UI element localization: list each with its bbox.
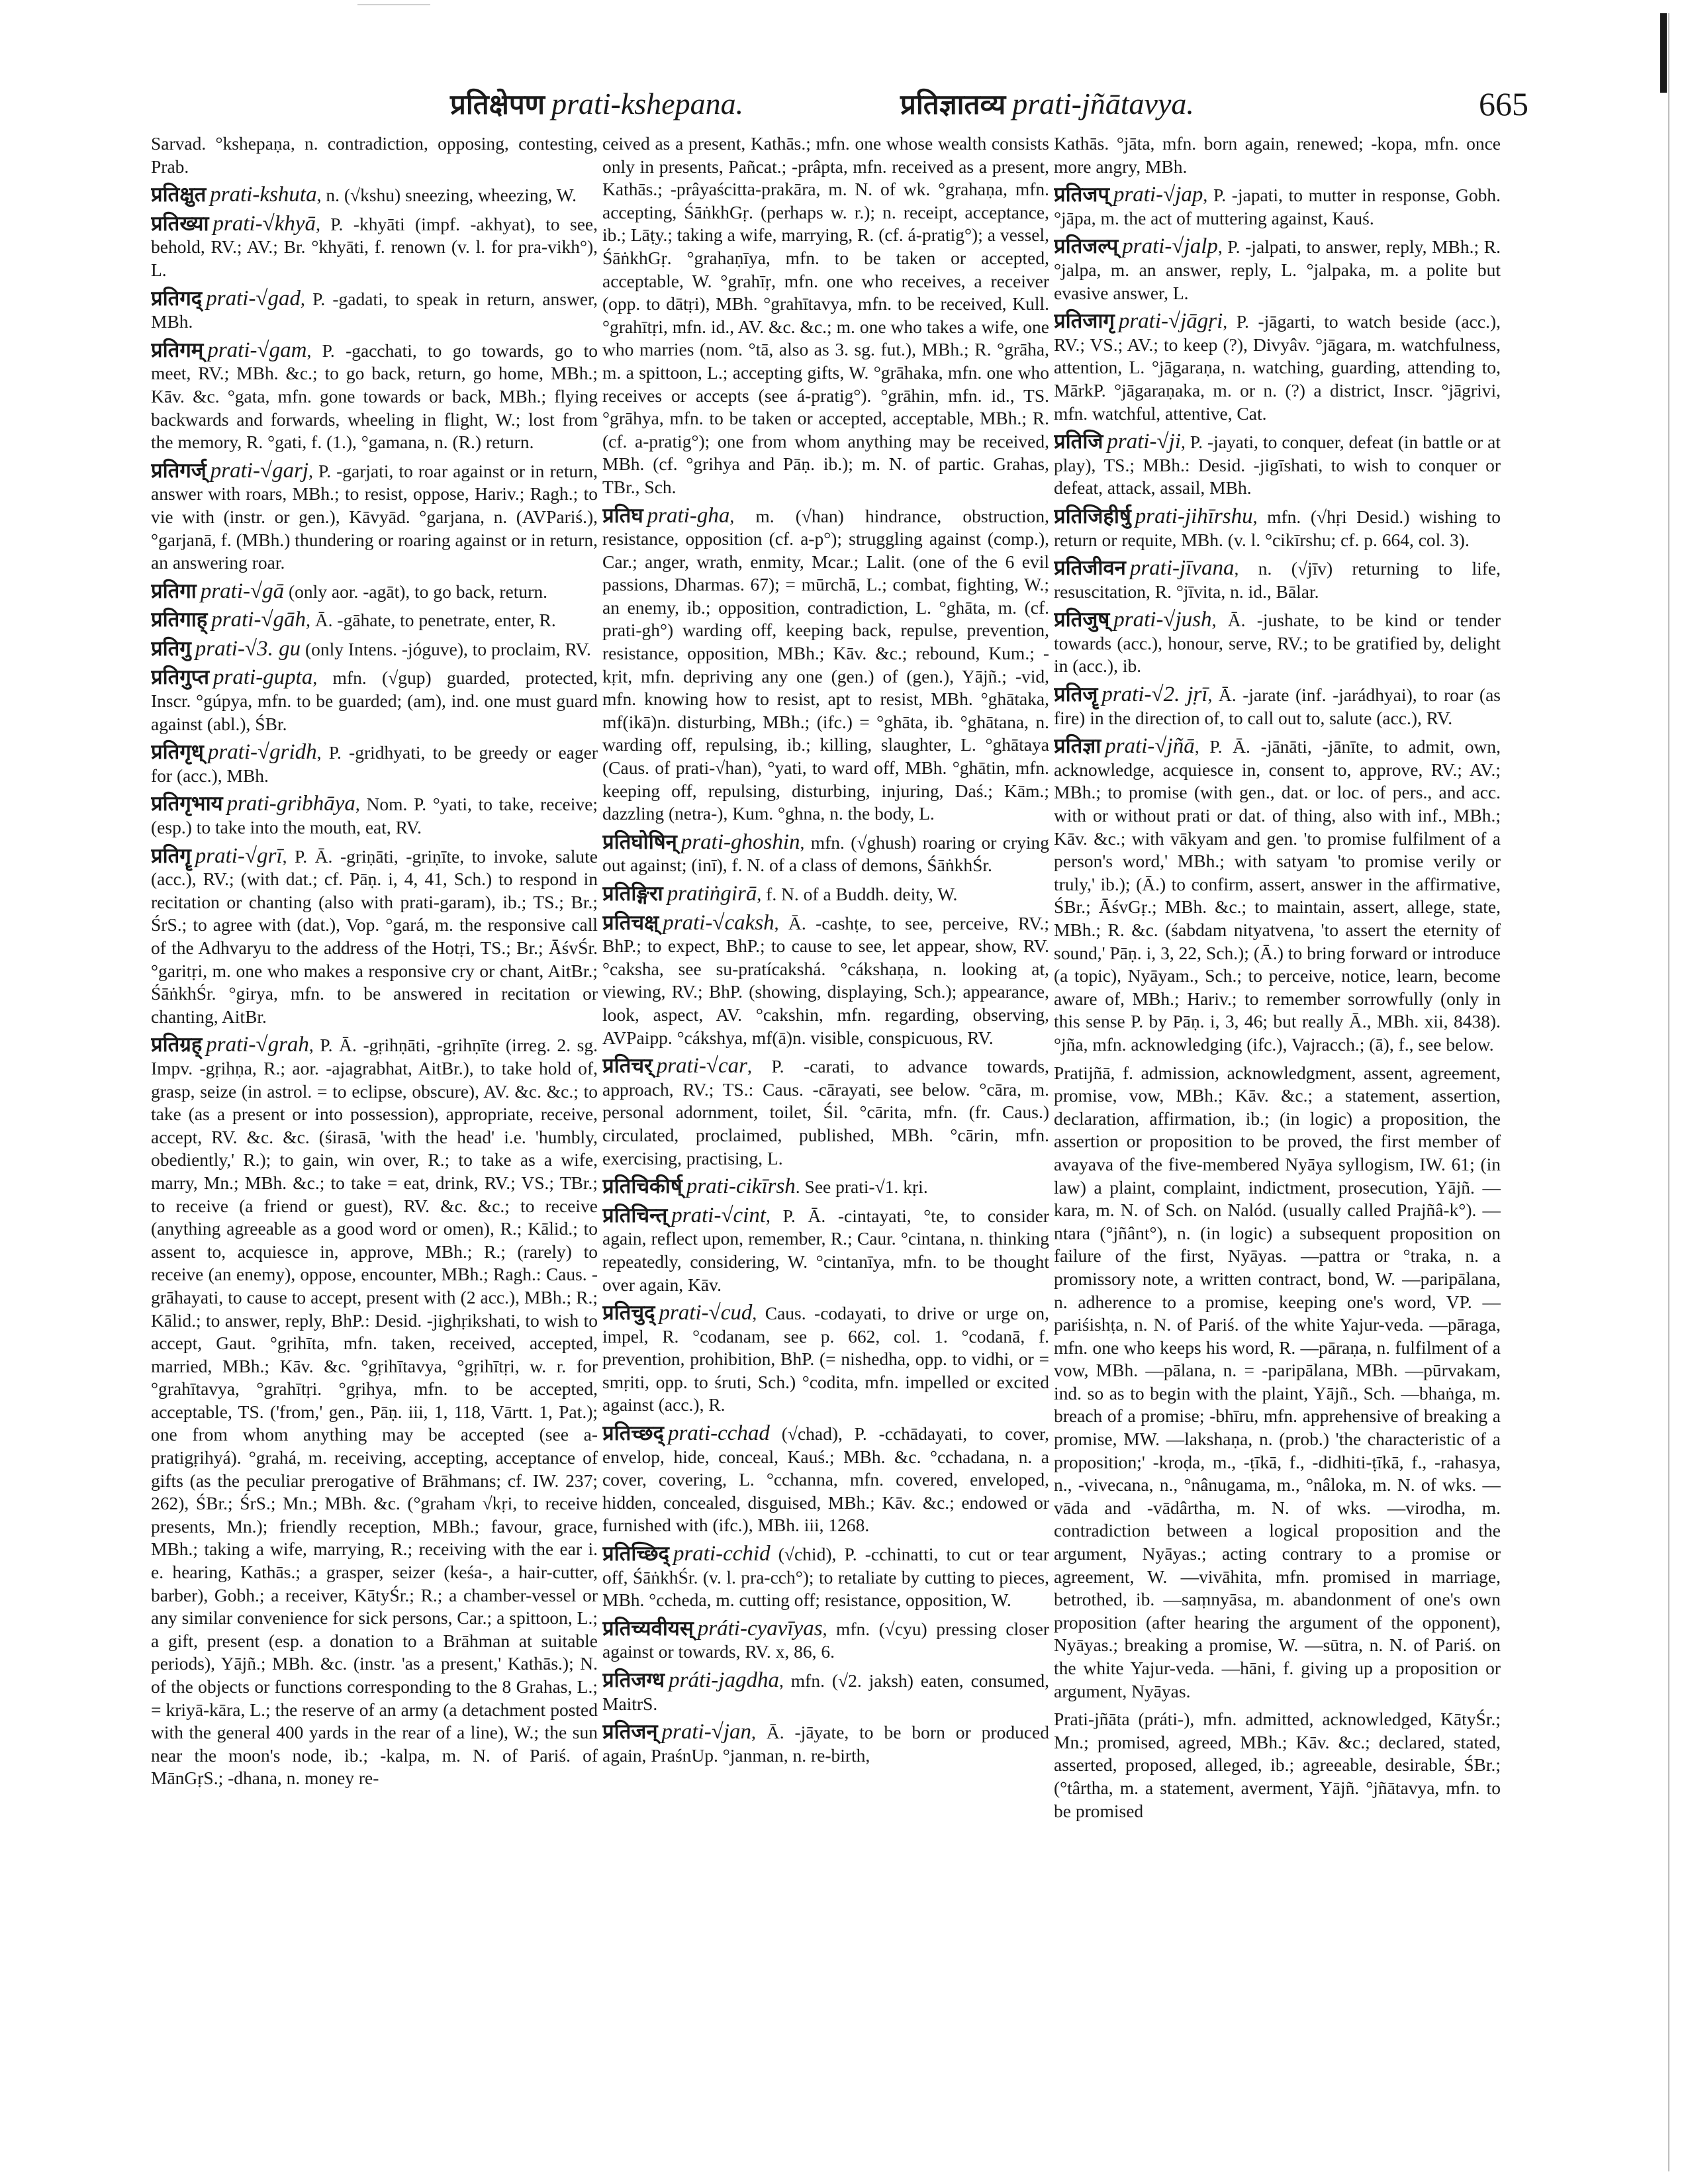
headword-transliteration: prati-gha <box>647 503 730 528</box>
entry-definition: , Ā. -jāyate, to be born or produced again, PraśnUp. °janman, n. re-birth, <box>602 1722 1049 1766</box>
header-right-translit: prati-jñātavya. <box>1012 87 1194 120</box>
dictionary-entry <box>1054 735 1501 1056</box>
entry-headword <box>151 608 306 632</box>
dictionary-entry <box>1054 505 1501 551</box>
headword-devanagari: प्रतिगर्ज् <box>151 458 207 483</box>
header-right-devanagari: प्रतिज्ञातव्य <box>900 88 1006 120</box>
entry-definition: , Ā. -cashṭe, to see, perceive, RV.; BhP.; to expect, BhP.; to cause to see, let appear, show, RV. °caksha, see su-pratícakshá. °cákshaṇa, n. looking at, viewing, RV.; BhP. (showing, displaying, Sch.); appearance, look, aspect, AV. °cakshin, mfn. regarding, observing, AVPaipp. °cákshya, mf(ā)n. visible, conspicuous, RV. <box>602 912 1049 1048</box>
entry-headword <box>151 844 283 868</box>
entry-headword <box>602 830 800 854</box>
dictionary-entry <box>151 132 598 178</box>
headword-transliteration: prati-√jāgṛi <box>1118 309 1223 334</box>
headword-transliteration: pratiṅgirā <box>667 882 757 906</box>
entry-definition: (only aor. -agāt), to go back, return. <box>284 581 547 602</box>
dictionary-entry <box>1054 235 1501 305</box>
entry-headword <box>151 740 317 764</box>
entry-headword <box>151 183 317 207</box>
entry-definition: , P. -carati, to advance towards, approach, RV.; TS.: Caus. -cārayati, see below. °cāra, m. personal adornment, toilet, Śil. °cārita, mfn. (fr. Caus.) circulated, proclaimed, published, MBh. °cārin, mfn. exercising, practising, L. <box>602 1056 1049 1168</box>
headword-devanagari: प्रतिगृभाय <box>151 792 223 816</box>
headword-transliteration: prati-cchid <box>673 1542 771 1566</box>
entry-definition: Sarvad. °kshepaṇa, n. contradiction, opposing, contesting, Prab. <box>151 133 598 177</box>
entry-headword <box>602 1301 752 1325</box>
entry-definition: , n. (√jīv) returning to life, resuscitation, R. °jīvita, n. id., Bālar. <box>1054 558 1501 602</box>
dictionary-entry <box>1054 557 1501 603</box>
dictionary-entry <box>1054 132 1501 178</box>
dictionary-entry <box>602 831 1049 877</box>
headword-devanagari: प्रतिचक्ष् <box>602 910 659 935</box>
entry-headword <box>602 1617 823 1640</box>
dictionary-entry <box>151 741 598 787</box>
headword-transliteration: prati-√grah <box>206 1033 309 1057</box>
headword-transliteration: prati-√jñā <box>1105 734 1195 759</box>
headword-transliteration: prati-√khyā <box>212 211 316 236</box>
entry-definition: , P. Ā. -griṇāti, -griṇīte, to invoke, salute (acc.), RV.; (with dat.; cf. Pāṇ. i, 4, 41, Sch.) to respond in recitation or chanting (also with prati-garam), ib.; TS.; Br.; ŚrS.; to agree with (dat.), Vop. °gará, m. the responsive call of the Adhvaryu to the address of the Hotṛi, TS.; Br.; ĀśvŚr. °garitṛi, m. one who makes a responsive cry or chant, AitBr.; ŚāṅkhŚr. °girya, mfn. to be answered in recitation or chanting, AitBr. <box>151 845 598 1027</box>
entry-definition: , P. -jalpati, to answer, reply, MBh.; R. °jalpa, m. an answer, reply, L. °jalpaka, m. a polite but evasive answer, L. <box>1054 236 1501 303</box>
headword-transliteration: prati-√car <box>656 1054 747 1078</box>
dictionary-entry <box>602 1055 1049 1170</box>
entry-definition: , P. Ā. -jānāti, -jānīte, to admit, own, acknowledge, acquiesce in, consent to, approve, RV.; AV.; MBh.; to promise (with gen., dat. or loc. of pers., and acc. with or without prati or dat. of thing, also with inf., MBh.; Kāv. &c.; with vākyam and gen. 'to promise fulfilment of a person's word,' MBh.; with satyam 'to promise verily or truly,' ib.); (Ā.) to confirm, assert, answer in the affirmative, ŚBr.; ĀśvGṛ.; MBh. &c.; to maintain, assert, allege, state, MBh.; R. &c. (śabdam nityatvena, 'to assert the eternity of sound,' Pāṇ. i, 3, 22, Sch.); (Ā.) to bring forward or introduce (a topic), Nyāyam., Sch.; to perceive, notice, learn, become aware of, MBh.; Hariv.; to remember sorrowfully (only in this sense P. by Pāṇ. i, 3, 46; but really Ā., MBh. xii, 8438). °jña, mfn. acknowledging (ifc.), Vajracch.; (ā), f., see below. <box>1054 736 1501 1055</box>
entry-headword <box>1054 608 1212 632</box>
headword-transliteration: prati-√jap <box>1113 183 1203 207</box>
entry-headword <box>151 287 301 310</box>
entry-headword <box>602 504 729 528</box>
dictionary-entry <box>151 287 598 334</box>
dictionary-entry <box>151 792 598 839</box>
dictionary-entry <box>1054 1062 1501 1703</box>
headword-transliteration: prati-gribhāya <box>226 792 355 816</box>
header-left-translit: prati-kshepana. <box>551 87 744 120</box>
dictionary-entry <box>602 1669 1049 1715</box>
headword-devanagari: प्रतिजग्ध <box>602 1668 665 1692</box>
entry-definition: Kathās. °jāta, mfn. born again, renewed; -kopa, mfn. once more angry, MBh. <box>1054 133 1501 177</box>
page-edge-mark <box>1660 13 1667 93</box>
entry-headword <box>602 1204 766 1227</box>
entry-headword <box>151 792 355 816</box>
headword-devanagari: प्रतिग्रह् <box>151 1033 203 1057</box>
entry-definition: , mfn. (√cyu) pressing closer against or towards, RV. x, 86, 6. <box>602 1618 1049 1662</box>
entry-definition: . See prati-√1. kṛi. <box>795 1176 928 1198</box>
dictionary-entry <box>602 1543 1049 1612</box>
headword-devanagari: प्रतिगॄ <box>151 843 191 868</box>
headword-devanagari: प्रतिघोषिन् <box>602 830 677 854</box>
headword-transliteration: prati-jīvana <box>1129 556 1235 581</box>
dictionary-entry <box>151 459 598 575</box>
headword-transliteration: prati-jihīrshu <box>1135 504 1253 528</box>
entry-definition: , P. -jāgarti, to watch beside (acc.), RV.; VS.; AV.; to keep (?), Divyâv. °jāgara, m. watchfulness, attention, L. °jāgaraṇa, n. watching, guarding, attending to, MārkP. °jāgaraṇaka, m. or n. (?) a district, Inscr. °jāgrivi, mfn. watchful, attentive, Cat. <box>1054 311 1501 424</box>
dictionary-entry <box>1054 430 1501 500</box>
headword-transliteration: prati-√gam <box>207 338 307 362</box>
dictionary-entry <box>1054 1708 1501 1823</box>
top-scan-mark <box>357 4 430 5</box>
dictionary-entry <box>602 1721 1049 1767</box>
entry-definition: (√chad), P. -cchādayati, to cover, envelop, hide, conceal, Kauś.; MBh. &c. °cchadana, n. a cover, covering, L. °cchanna, mfn. covered, enveloped, hidden, concealed, disguised, MBh.; Kāv. &c.; endowed or furnished with (ifc.), MBh. iii, 1268. <box>602 1423 1049 1536</box>
headword-transliteration: prati-√2. jṛī <box>1101 683 1208 707</box>
headword-transliteration: prati-gupta <box>213 665 313 690</box>
headword-devanagari: प्रतिगम् <box>151 338 204 362</box>
page-edge-line <box>1668 13 1669 2171</box>
entry-headword <box>151 579 284 603</box>
entry-definition: (√chid), P. -cchinatti, to cut or tear off, ŚāṅkhŚr. (v. l. pra-cch°); to retaliate by cutting to pieces, MBh. °ccheda, m. cutting off; resistance, opposition, W. <box>602 1544 1049 1611</box>
entry-definition: , Caus. -codayati, to drive or urge on, impel, R. °codanam, see p. 662, col. 1. °codanā, f. prevention, prohibition, BhP. (= nishedha, opp. to vidhi, or = smṛiti, opp. to śruti, Sch.) °codita, mfn. impelled or excited against (acc.), R. <box>602 1303 1049 1415</box>
column-2 <box>602 132 1049 2158</box>
headword-devanagari: प्रतिचिकीर्ष् <box>602 1174 682 1199</box>
entry-headword <box>602 1668 779 1692</box>
headword-devanagari: प्रतिजीवन <box>1054 556 1126 581</box>
entry-definition: , P. -jayati, to conquer, defeat (in battle or at play), TS.; MBh.: Desid. -jigīshati, to wish to conquer or defeat, attack, assail, MBh. <box>1054 432 1501 499</box>
entry-headword <box>1054 430 1181 453</box>
entry-definition: , P. -garjati, to roar against or in return, answer with roars, MBh.; to resist, oppose, Hariv.; Ragh.; to vie with (instr. or gen.), Kāvyād. °garjana, n. (AVPariś.), °garjanā, f. (MBh.) thundering or roaring against or in return, an answering roar. <box>151 460 598 573</box>
entry-definition: , mfn. (√2. jaksh) eaten, consumed, MaitrS. <box>602 1670 1049 1714</box>
dictionary-entry <box>602 1204 1049 1296</box>
headword-devanagari: प्रतिजन् <box>602 1720 658 1744</box>
headword-transliteration: prati-√gā <box>200 579 285 603</box>
headword-transliteration: prati-√caksh <box>663 910 774 935</box>
headword-devanagari: प्रतिच्छद् <box>602 1421 664 1446</box>
entry-headword <box>602 1720 751 1744</box>
headword-devanagari: प्रतिजागृ <box>1054 309 1115 334</box>
entry-headword <box>1054 309 1223 333</box>
headword-devanagari: प्रतिजि <box>1054 430 1103 454</box>
entry-definition: , mfn. (√gup) guarded, protected, Inscr. °gúpya, mfn. to be guarded; (am), ind. one must guard against (abl.), ŚBr. <box>151 667 598 734</box>
entry-headword <box>1054 683 1207 706</box>
headword-devanagari: प्रतिगाह् <box>151 608 208 632</box>
entry-headword <box>602 1421 770 1445</box>
dictionary-entry <box>151 183 598 207</box>
headword-devanagari: प्रतिजल्प् <box>1054 234 1119 259</box>
headword-transliteration: prati-√grī <box>195 843 283 868</box>
dictionary-entry <box>151 638 598 661</box>
headword-transliteration: prati-√gad <box>206 286 301 310</box>
dictionary-entry <box>151 845 598 1029</box>
headword-transliteration: prati-√jalp <box>1122 234 1218 259</box>
dictionary-entry <box>151 1033 598 1790</box>
headword-transliteration: práti-jagdha <box>669 1668 779 1692</box>
headword-transliteration: prati-cikīrsh <box>686 1174 796 1199</box>
dictionary-entry <box>151 580 598 604</box>
entry-headword <box>602 911 774 935</box>
headword-devanagari: प्रतिजॄ <box>1054 683 1098 707</box>
header-left-word <box>450 85 743 122</box>
dictionary-entry <box>151 339 598 454</box>
dictionary-entry <box>602 1175 1049 1199</box>
headword-transliteration: prati-cchad <box>667 1421 770 1446</box>
headword-devanagari: प्रतिजुष् <box>1054 608 1110 632</box>
dictionary-entry <box>602 1302 1049 1417</box>
dictionary-entry <box>1054 183 1501 230</box>
dictionary-entry <box>1054 310 1501 425</box>
headword-devanagari: प्रतिगुप्त <box>151 665 210 690</box>
page-number: 665 <box>1479 85 1528 122</box>
headword-transliteration: prati-√3. gu <box>195 636 301 661</box>
entry-definition: , f. N. of a Buddh. deity, W. <box>757 884 958 904</box>
headword-devanagari: प्रतिगा <box>151 579 197 603</box>
headword-devanagari: प्रतिङ्गिरा <box>602 882 663 906</box>
dictionary-entry <box>602 1422 1049 1537</box>
entry-definition: , n. (√kshu) sneezing, wheezing, W. <box>316 185 577 206</box>
entry-headword <box>151 665 312 689</box>
entry-definition: , P. -gridhyati, to be greedy or eager for (acc.), MBh. <box>151 742 598 786</box>
headword-transliteration: prati-√jush <box>1113 608 1212 632</box>
entry-definition: , Ā. -gāhate, to penetrate, enter, R. <box>306 610 556 631</box>
entry-definition: , mfn. (√ghush) roaring or crying out against; (inī), f. N. of a class of demons, ŚāṅkhŚr. <box>602 831 1049 876</box>
entry-headword <box>1054 504 1253 528</box>
entry-definition: , P. -japati, to mutter in response, Gobh. °jāpa, m. the act of muttering against, Kauś. <box>1054 185 1501 228</box>
entry-headword <box>602 1542 771 1566</box>
headword-devanagari: प्रतिच्यवीयस् <box>602 1616 694 1640</box>
headword-devanagari: प्रतिगृध् <box>151 740 204 765</box>
headword-devanagari: प्रतिज्ञा <box>1054 734 1101 759</box>
entry-headword <box>151 212 316 236</box>
headword-devanagari: प्रतिचुद् <box>602 1301 655 1325</box>
headword-devanagari: प्रतिगद् <box>151 286 203 310</box>
entry-definition: , mfn. (√hṛi Desid.) wishing to return or requite, MBh. (v. l. °cikīrshu; cf. p. 664, col. 3). <box>1054 506 1501 550</box>
entry-definition: , m. (√han) hindrance, obstruction, resistance, opposition (cf. a-p°); struggling against (comp.), Car.; anger, wrath, enmity, Mcar.; Lalit. (one of the 6 evil passions, Dharmas. 67); = mūrchā, L.; combat, fighting, W.; an enemy, ib.; opposition, contradiction, L. °ghāta, m. (cf. prati-gh°) warding off, keeping back, repulse, prevention, resistance, opposition, MBh.; Kāv. &c.; rebound, Kum.; -kṛit, mfn. depriving any one (gen.) of (gen.), Yājñ.; -vid, mfn. knowing how to resist, apt to resist, MBh. °ghātaka, mf(ikā)n. disturbing, MBh.; (ifc.) = °ghāta, ib. °ghātana, n. warding off, repulsing, ib.; killing, slaughter, L. °ghātaya (Caus. of prati-√han), °yati, to ward off, MBh. °ghātin, mfn. keeping off, repulsing, disturbing, injuring, Daś.; Kām.; dazzling (netra-), Kum. °ghna, n. the body, L. <box>602 505 1049 824</box>
dictionary-entry <box>602 882 1049 906</box>
headword-devanagari: प्रतिख्या <box>151 211 209 236</box>
dictionary-entry <box>151 213 598 282</box>
dictionary-entry <box>602 912 1049 1050</box>
headword-transliteration: práti-cyavīyas <box>697 1616 823 1640</box>
headword-transliteration: prati-√cud <box>659 1301 753 1325</box>
entry-headword <box>151 1033 309 1057</box>
entry-headword <box>151 338 306 362</box>
entry-headword <box>1054 183 1203 207</box>
entry-definition: Prati-jñāta (práti-), mfn. admitted, acknowledged, KātyŚr.; Mn.; promised, agreed, MBh.; Kāv. &c.; declared, stated, asserted, proposed, alleged, ib.; agreeable, desirable, ŚBr.; (°târtha, m. a statement, averment, Yājñ. °jñātavya, mfn. to be promised <box>1054 1709 1501 1821</box>
entry-definition: , P. Ā. -gṛihṇāti, -gṛihṇīte (irreg. 2. sg. Impv. -gṛihṇa, R.; aor. -ajagrabhat, AitBr.), to take hold of, grasp, seize (in astrol. = to eclipse, obscure), AV. &c. &c.; to take (as a present or into possession), appropriate, receive, accept, RV. &c. &c. (śirasā, 'with the head' i.e. 'humbly, obediently,' R.); to gain, win over, R.; to take as a wife, marry, Mn.; MBh. &c.; to take = eat, drink, RV.; VS.; TBr.; to receive (a friend or guest), RV. &c. &c.; to receive (anything agreeable as a good word or omen), R.; Kālid.; to assent to, acquiesce in, approve, MBh.; R.; (rarely) to receive (an enemy), oppose, encounter, MBh.; Ragh.: Caus. -grāhayati, to cause to accept, present with (2 acc.), MBh.; R.; Kālid.; to answer, reply, BhP.: Desid. -jighṛikshati, to wish to accept, Gaut. °gṛihīta, mfn. taken, received, accepted, married, MBh.; Kāv. &c. °gṛihītavya, °gṛihītṛi, w. r. for °grahītavya, °grahītṛi. °gṛihya, mfn. to be accepted, acceptable, TS. ('from,' gen., Pāṇ. iii, 1, 118, Vārtt. 1, Pat.); one from whom anything may be accepted (see a-pratigṛihyá). °grahá, m. receiving, accepting, acceptance of gifts (as the peculiar prerogative of Brāhmans; cf. IW. 237; 262), ŚBr.; ŚrS.; Mn.; MBh. &c. (°graham √kṛi, to receive presents, Mn.); friendly reception, MBh.; favour, grace, MBh.; taking a wife, marrying, R.; receiving with the ear i. e. hearing, Kathās.; a grasper, seizer (keśa-, a hair-cutter, barber), Gobh.; a receiver, KātyŚr.; R.; a chamber-vessel or any similar convenience for sick persons, Car.; a spittoon, L.; a gift, present (esp. a donation to a Brāhman at suitable periods), Yājñ.; MBh. &c. (instr. 'as a present,' Kathās.); N. of the objects or functions corresponding to the 8 Grahas, L.; = kriyā-kāra, L.; the reserve of an army (a detachment posted with the general 400 yards in the rear of a line), W.; the sun near the moon's node, ib.; -kalpa, m. N. of Pariś. of MānGṛS.; -dhana, n. money re- <box>151 1035 598 1789</box>
headword-transliteration: prati-√ji <box>1107 430 1181 454</box>
entry-definition: , P. -khyāti (impf. -akhyat), to see, behold, RV.; AV.; Br. °khyāti, f. renown (v. l. for pra-vikh°), L. <box>151 213 598 280</box>
headword-transliteration: prati-√gāh <box>211 608 306 632</box>
entry-headword <box>151 459 308 483</box>
entry-headword <box>602 1174 796 1198</box>
headword-devanagari: प्रतिजिहीर्षु <box>1054 504 1131 528</box>
headword-transliteration: prati-√gridh <box>207 740 317 765</box>
entry-headword <box>602 1054 747 1078</box>
dictionary-entry <box>602 504 1049 826</box>
entry-definition: , P. -gacchati, to go towards, go to meet, RV.; MBh. &c.; to go back, return, go home, MBh.; Kāv. &c. °gata, mfn. gone towards or back, MBh.; flying backwards and forwards, wheeling in flight, W.; lost from the memory, R. °gati, f. (1.), °gamana, n. (R.) return. <box>151 340 598 453</box>
dictionary-entry <box>602 132 1049 499</box>
entry-definition: ceived as a present, Kathās.; mfn. one whose wealth consists only in presents, Pañcat.; -prâpta, mfn. received as a present, Kathās.; -prâyaścitta-prakāra, m. N. of wk. °grahaṇa, mfn. accepting, ŚāṅkhGṛ. (perhaps w. r.); n. receipt, acceptance, ib.; Lāṭy.; taking a wife, marrying, R. (cf. á-pratig°); a vessel, ŚāṅkhGṛ. °grahaṇīya, mfn. to be taken or accepted, acceptable, W. °grahīṛ, mfn. one who receives, a receiver (opp. to dātṛi), MBh. °grahītavya, mfn. to be received, Kull. °grahītṛi, mfn. id., AV. &c. &c.; m. one who takes a wife, one who marries (nom. °tā, also as 3. sg. fut.), MBh.; R. °grāha, m. a spittoon, L.; accepting gifts, W. °grāhaka, mfn. one who receives or accepts (see á-pratig°). °grāhin, mfn. id., TS. °grāhya, mfn. to be taken or accepted, acceptable, MBh.; R. (cf. a-pratig°); one from whom anything may be received, MBh. (cf. °grihya and Pāṇ. ib.); m. N. of partic. Grahas, TBr., Sch. <box>602 133 1049 497</box>
headword-transliteration: prati-ghoshin <box>680 830 800 854</box>
headword-transliteration: prati-kshuta <box>210 183 317 207</box>
dictionary-entry <box>151 666 598 736</box>
headword-devanagari: प्रतिगु <box>151 636 191 661</box>
entry-definition: Pratijñā, f. admission, acknowledgment, assent, agreement, promise, vow, MBh.; Kāv. &c.; a statement, assertion, declaration, affirmation, ib.; (in logic) a proposition, the assertion or proposition to be proved, the first member of avayava of the five-membered Nyāya syllogism, IW. 61; (in law) a plaint, complaint, indictment, prosecution, Yājñ. —kara, m. N. of Sch. on Nalód. (usually called Prajñâ-k°). —ntara (°jñânt°), n. (in logic) a subsequent proposition on failure of the first, Nyāyas. —pattra or °traka, n. a promissory note, a written contract, bond, W. —paripālana, n. adherence to a promise, keeping one's word, VP. —pariśishṭa, n. N. of Pariś. of the white Yajur-veda. —pāraga, mfn. one who keeps his word, R. —pāraṇa, n. fulfilment of a vow, MBh. —pālana, n. = -paripālana, MBh. —pūrvakam, ind. so as to begin with the plaint, Yājñ., Sch. —bhaṅga, m. breach of a promise; -bhīru, mfn. apprehensive of breaking a promise, MW. —lakshaṇa, n. (prob.) 'the characteristic of a proposition;' -kroḍa, m., -ṭīkā, f., -didhiti-ṭīkā, f., -rahasya, n., -vivecana, n., °nânugama, m., °nâloka, m. N. of wks. —vāda and -vādârtha, m. N. of wks. —virodha, m. contradiction between a logical proposition and the argument, Nyāyas.; acting contrary to a promise or agreement, W. —vivāhita, mfn. promised in marriage, betrothed, ib. —saṃnyāsa, m. abandonment of one's own proposition (after hearing the argument of the opponent), Nyāyas.; breaking a promise, W. —sūtra, n. N. of Pariś. on the white Yajur-veda. —hāni, f. giving up a proposition or argument, Nyāyas. <box>1054 1062 1501 1701</box>
dictionary-entry <box>1054 683 1501 730</box>
entry-headword <box>1054 556 1234 580</box>
entry-headword <box>602 882 757 906</box>
entry-definition: (only Intens. -jóguve), to proclaim, RV. <box>301 638 591 659</box>
headword-devanagari: प्रतिजप् <box>1054 183 1109 207</box>
entry-definition: , P. -gadati, to speak in return, answer, MBh. <box>151 288 598 332</box>
entry-headword <box>151 637 301 661</box>
header-right-word <box>900 85 1194 122</box>
headword-devanagari: प्रतिक्षुत <box>151 183 207 207</box>
running-header <box>0 85 1686 131</box>
headword-transliteration: prati-√jan <box>661 1720 751 1744</box>
entry-definition: , Ā. -jushate, to be kind or tender towards (acc.), honour, serve, RV.; to be gratified by, delight in (acc.), ib. <box>1054 610 1501 677</box>
headword-transliteration: prati-√garj <box>210 458 309 483</box>
entry-headword <box>1054 234 1218 258</box>
headword-devanagari: प्रतिघ <box>602 503 643 528</box>
column-1 <box>151 132 598 2158</box>
entry-definition: , Nom. P. °yati, to take, receive; (esp.) to take into the mouth, eat, RV. <box>151 794 598 838</box>
headword-transliteration: prati-√cint <box>671 1203 767 1227</box>
dictionary-entry <box>151 608 598 632</box>
entry-definition: , P. Ā. -cintayati, °te, to consider again, reflect upon, remember, R.; Caur. °cintana, n. thinking repeatedly, considering, W. °cintanīya, mfn. to be thought over again, Kāv. <box>602 1205 1049 1295</box>
dictionary-entry <box>602 1617 1049 1664</box>
dictionary-entry <box>1054 608 1501 678</box>
headword-devanagari: प्रतिचिन्त् <box>602 1203 668 1227</box>
header-left-devanagari: प्रतिक्षेपण <box>450 88 545 120</box>
headword-devanagari: प्रतिचर् <box>602 1054 653 1078</box>
entry-definition: , Ā. -jarate (inf. -jarádhyai), to roar (as fire) in the direction of, to call out to, salute (acc.), RV. <box>1054 685 1501 728</box>
headword-devanagari: प्रतिच्छिद् <box>602 1542 669 1566</box>
column-3 <box>1054 132 1501 2158</box>
entry-headword <box>1054 734 1195 758</box>
